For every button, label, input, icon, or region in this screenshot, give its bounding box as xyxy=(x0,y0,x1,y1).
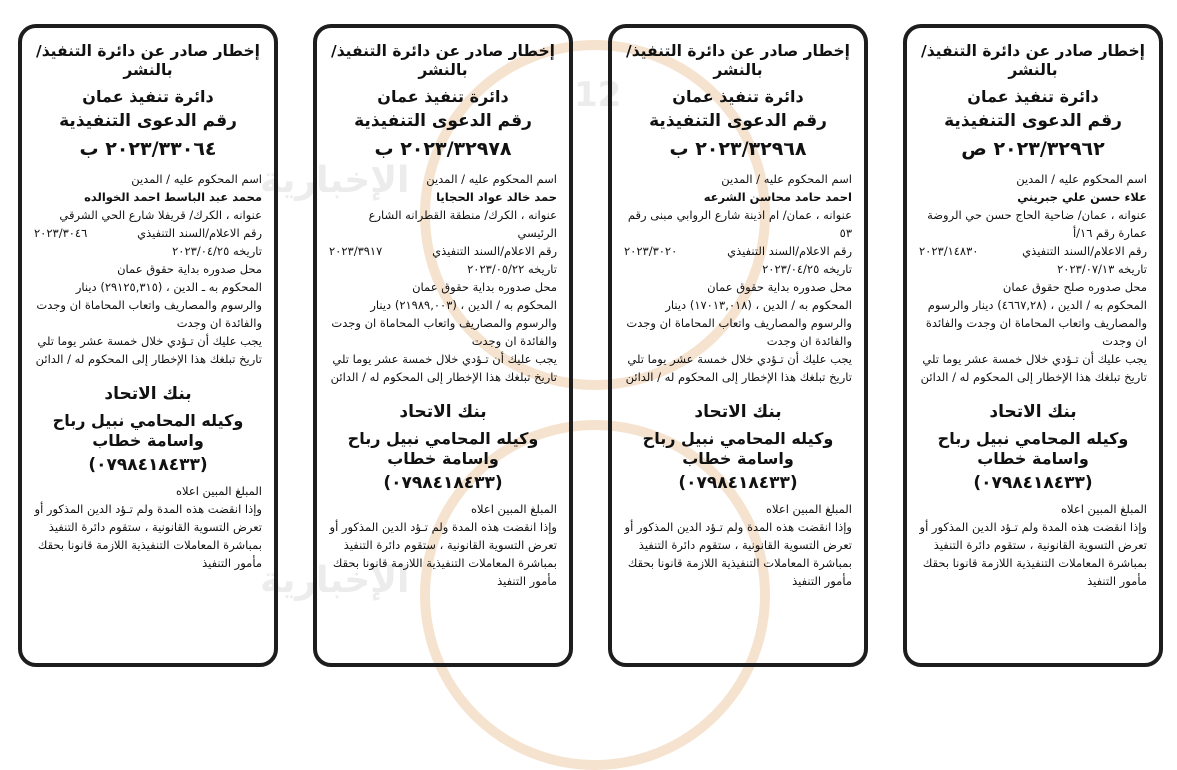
notice-header: إخطار صادر عن دائرة التنفيذ/ بالنشر xyxy=(331,42,555,80)
case-label: رقم الدعوى التنفيذية xyxy=(59,110,237,131)
amount-text: المحكوم به ـ الدين ، (٢٩١٢٥,٣١٥) دينار والرسوم والمصاريف واتعاب المحاماة ان وجدت والفائدة ان وجدت xyxy=(36,279,262,330)
debtor-name: علاء حسن علي جبريني xyxy=(1017,189,1147,204)
amount-text: المحكوم به / الدين ، (٤٦٦٧,٢٨) دينار والرسوم والمصاريف واتعاب المحاماة ان وجدت والفائدة ان وجدت xyxy=(925,297,1147,348)
notice-card xyxy=(18,24,278,667)
case-label: رقم الدعوى التنفيذية xyxy=(649,110,827,131)
case-number: ٢٠٢٣/٣٢٩٧٨ ب xyxy=(374,138,512,160)
bond-label: رقم الاعلام/السند التنفيذي xyxy=(1022,243,1147,258)
bond-label: رقم الاعلام/السند التنفيذي xyxy=(137,225,262,240)
bond-row xyxy=(329,242,557,260)
bond-row xyxy=(34,224,262,242)
phone-number: (٠٧٩٨٤١٨٤٣٣) xyxy=(383,473,503,493)
court-name: دائرة تنفيذ عمان xyxy=(377,86,509,106)
bank-name: بنك الاتحاد xyxy=(989,401,1077,422)
watermark-number: 12 xyxy=(574,75,622,115)
debtor-name: محمد عبد الباسط احمد الخوالده xyxy=(84,189,262,204)
signature: مأمور التنفيذ xyxy=(792,574,852,589)
case-number: ٢٠٢٣/٣٢٩٦٨ ب xyxy=(669,138,807,160)
warning-text: وإذا انقضت هذه المدة ولم تـؤد الدين المذكور أو تعرض التسوية القانونية ، ستقوم دائرة التنفيذ بمباشرة المعاملات التنفيذية اللازمة قانونا بحقك xyxy=(919,520,1147,571)
debtor-name: احمد حامد محاسن الشرعه xyxy=(703,189,852,204)
amount-text: المحكوم به / الدين ، (٢١٩٨٩,٠٠٣) دينار والرسوم والمصاريف واتعاب المحاماة ان وجدت والفائدة ان وجدت xyxy=(331,297,557,348)
bond-number: ٢٠٢٣/٣٩١٧ xyxy=(329,243,383,258)
bond-label: رقم الاعلام/السند التنفيذي xyxy=(727,243,852,258)
case-number: ٢٠٢٣/٣٢٩٦٢ ص xyxy=(961,138,1105,160)
instruction-text: يجب عليك أن تـؤدي خلال خمسة عشر يوما تلي تاريخ تبلغك هذا الإخطار إلى المحكوم له / الدائن xyxy=(330,351,557,384)
case-label: رقم الدعوى التنفيذية xyxy=(944,110,1122,131)
bond-number: ٢٠٢٣/١٤٨٣٠ xyxy=(919,243,979,258)
debtor-label: اسم المحكوم عليه / المدين xyxy=(426,171,557,186)
signature: مأمور التنفيذ xyxy=(497,574,557,589)
amount-text: المحكوم به / الدين ، (١٧٠١٣,٠١٨) دينار والرسوم والمصاريف واتعاب المحاماة ان وجدت والفائدة ان وجدت xyxy=(626,297,852,348)
bond-number: ٢٠٢٣/٣٠٤٦ xyxy=(34,225,88,240)
bond-row xyxy=(624,242,852,260)
instruction-text: يجب عليك أن تـؤدي خلال خمسة عشر يوما تلي تاريخ تبلغك هذا الإخطار إلى المحكوم له / الدائن xyxy=(35,333,262,366)
watermark-brand: الإخبارية xyxy=(260,560,410,601)
phone-number: (٠٧٩٨٤١٨٤٣٣) xyxy=(973,473,1093,493)
warning-text: وإذا انقضت هذه المدة ولم تـؤد الدين المذكور أو تعرض التسوية القانونية ، ستقوم دائرة التنفيذ بمباشرة المعاملات التنفيذية اللازمة قانونا بحقك xyxy=(34,502,262,553)
debtor-label: اسم المحكوم عليه / المدين xyxy=(131,171,262,186)
bank-name: بنك الاتحاد xyxy=(104,383,192,404)
bond-row xyxy=(919,242,1147,260)
bond-date: تاريخه ٢٠٢٣/٠٥/٢٢ xyxy=(467,261,557,276)
lawyer-agent: وكيله المحامي نبيل رباح واسامة خطاب xyxy=(642,429,834,468)
bond-label: رقم الاعلام/السند التنفيذي xyxy=(432,243,557,258)
notice-header: إخطار صادر عن دائرة التنفيذ/ بالنشر xyxy=(36,42,260,80)
debtor-label: اسم المحكوم عليه / المدين xyxy=(721,171,852,186)
debtor-address: عنوانه ، الكرك/ قريفلا شارع الحي الشرقي xyxy=(59,207,262,222)
instruction-text: يجب عليك أن تـؤدي خلال خمسة عشر يوما تلي تاريخ تبلغك هذا الإخطار إلى المحكوم له / الدائن xyxy=(920,351,1147,384)
case-label: رقم الدعوى التنفيذية xyxy=(354,110,532,131)
phone-number: (٠٧٩٨٤١٨٤٣٣) xyxy=(678,473,798,493)
issued-by: محل صدوره بداية حقوق عمان xyxy=(707,279,852,294)
watermark-brand: الإخبارية xyxy=(260,160,410,201)
debtor-label: اسم المحكوم عليه / المدين xyxy=(1016,171,1147,186)
notice-card xyxy=(903,24,1163,667)
warning-text: وإذا انقضت هذه المدة ولم تـؤد الدين المذكور أو تعرض التسوية القانونية ، ستقوم دائرة التنفيذ بمباشرة المعاملات التنفيذية اللازمة قانونا بحقك xyxy=(329,520,557,571)
instruction-text: يجب عليك أن تـؤدي خلال خمسة عشر يوما تلي تاريخ تبلغك هذا الإخطار إلى المحكوم له / الدائن xyxy=(625,351,852,384)
notice-header: إخطار صادر عن دائرة التنفيذ/ بالنشر xyxy=(921,42,1145,80)
amount-note: المبلغ المبين اعلاه xyxy=(470,502,557,517)
bond-number: ٢٠٢٣/٣٠٢٠ xyxy=(624,243,678,258)
bond-date: تاريخه ٢٠٢٣/٠٧/١٣ xyxy=(1057,261,1147,276)
amount-note: المبلغ المبين اعلاه xyxy=(1060,502,1147,517)
issued-by: محل صدوره صلح حقوق عمان xyxy=(1002,279,1147,294)
bond-date: تاريخه ٢٠٢٣/٠٤/٢٥ xyxy=(172,243,262,258)
amount-note: المبلغ المبين اعلاه xyxy=(175,484,262,499)
lawyer-agent: وكيله المحامي نبيل رباح واسامة خطاب xyxy=(937,429,1129,468)
notice-card xyxy=(313,24,573,667)
debtor-address: عنوانه ، عمان/ ام اذينة شارع الروابي مبنى رقم ٥٣ xyxy=(627,207,852,240)
signature: مأمور التنفيذ xyxy=(202,556,262,571)
court-name: دائرة تنفيذ عمان xyxy=(967,86,1099,106)
notice-header: إخطار صادر عن دائرة التنفيذ/ بالنشر xyxy=(626,42,850,80)
phone-number: (٠٧٩٨٤١٨٤٣٣) xyxy=(88,455,208,475)
lawyer-agent: وكيله المحامي نبيل رباح واسامة خطاب xyxy=(52,411,244,450)
lawyer-agent: وكيله المحامي نبيل رباح واسامة خطاب xyxy=(347,429,539,468)
issued-by: محل صدوره بداية حقوق عمان xyxy=(412,279,557,294)
court-name: دائرة تنفيذ عمان xyxy=(82,86,214,106)
notice-card xyxy=(608,24,868,667)
bank-name: بنك الاتحاد xyxy=(694,401,782,422)
debtor-name: حمد خالد عواد الحجايا xyxy=(436,189,557,204)
debtor-address: عنوانه ، عمان/ ضاحية الحاج حسن حي الروضة عمارة رقم ١٦/أ xyxy=(927,207,1147,240)
amount-note: المبلغ المبين اعلاه xyxy=(765,502,852,517)
issued-by: محل صدوره بداية حقوق عمان xyxy=(117,261,262,276)
warning-text: وإذا انقضت هذه المدة ولم تـؤد الدين المذكور أو تعرض التسوية القانونية ، ستقوم دائرة التنفيذ بمباشرة المعاملات التنفيذية اللازمة قانونا بحقك xyxy=(624,520,852,571)
bank-name: بنك الاتحاد xyxy=(399,401,487,422)
debtor-address: عنوانه ، الكرك/ منطقة القطرانه الشارع الرئيسي xyxy=(368,207,557,240)
court-name: دائرة تنفيذ عمان xyxy=(672,86,804,106)
bond-date: تاريخه ٢٠٢٣/٠٤/٢٥ xyxy=(762,261,852,276)
case-number: ٢٠٢٣/٣٣٠٦٤ ب xyxy=(79,138,217,160)
signature: مأمور التنفيذ xyxy=(1087,574,1147,589)
